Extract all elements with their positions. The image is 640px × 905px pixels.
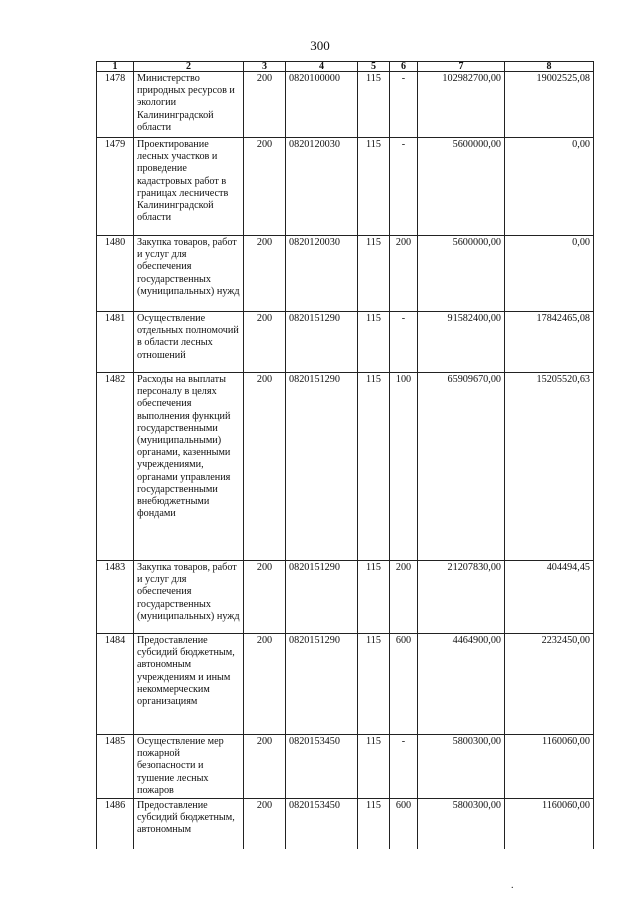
column-header: 6 (390, 62, 418, 72)
expense-name: Осуществление отдельных полномочий в области лесных отношений (134, 312, 244, 373)
column-header: 1 (97, 62, 134, 72)
column-5-value: 115 (358, 373, 390, 561)
amount-executed: 0,00 (505, 236, 594, 312)
expense-name: Министерство природных ресурсов и экологии Калининградской области (134, 72, 244, 138)
expense-name: Закупка товаров, работ и услуг для обеспечения государственных (муниципальных) нужд (134, 561, 244, 634)
amount-planned: 102982700,00 (418, 72, 505, 138)
expense-name: Проектирование лесных участков и проведение кадастровых работ в границах лесничеств Калининградской области (134, 138, 244, 236)
page-number: 300 (310, 38, 330, 53)
amount-executed: 1160060,00 (505, 799, 594, 849)
row-number: 1481 (97, 312, 134, 373)
row-number: 1485 (97, 735, 134, 799)
row-number: 1478 (97, 72, 134, 138)
column-header: 4 (286, 62, 358, 72)
expense-type: 600 (390, 634, 418, 735)
column-5-value: 115 (358, 634, 390, 735)
table-row (97, 236, 594, 312)
target-code: 0820120030 (286, 236, 358, 312)
row-number: 1482 (97, 373, 134, 561)
expense-type: 200 (390, 561, 418, 634)
column-5-value: 115 (358, 138, 390, 236)
table-row (97, 561, 594, 634)
column-header: 3 (244, 62, 286, 72)
row-number: 1479 (97, 138, 134, 236)
row-number: 1480 (97, 236, 134, 312)
expense-type: - (390, 72, 418, 138)
amount-executed: 0,00 (505, 138, 594, 236)
amount-planned: 4464900,00 (418, 634, 505, 735)
expense-type: 200 (390, 236, 418, 312)
column-3-value: 200 (244, 312, 286, 373)
row-number: 1483 (97, 561, 134, 634)
expense-name: Предоставление субсидий бюджетным, автономным (134, 799, 244, 849)
column-3-value: 200 (244, 634, 286, 735)
column-5-value: 115 (358, 735, 390, 799)
column-3-value: 200 (244, 138, 286, 236)
target-code: 0820120030 (286, 138, 358, 236)
budget-table (96, 61, 594, 849)
column-3-value: 200 (244, 799, 286, 849)
expense-name: Закупка товаров, работ и услуг для обеспечения государственных (муниципальных) нужд (134, 236, 244, 312)
column-3-value: 200 (244, 735, 286, 799)
table-row (97, 312, 594, 373)
amount-executed: 404494,45 (505, 561, 594, 634)
table-row (97, 72, 594, 138)
expense-name: Осуществление мер пожарной безопасности и тушение лесных пожаров (134, 735, 244, 799)
column-5-value: 115 (358, 72, 390, 138)
column-5-value: 115 (358, 561, 390, 634)
expense-name: Расходы на выплаты персоналу в целях обеспечения выполнения функций государственными (муниципальными) органами, казенными учреждениями, органами управления государственными внебюджетными фондами (134, 373, 244, 561)
column-5-value: 115 (358, 312, 390, 373)
column-5-value: 115 (358, 799, 390, 849)
table-row (97, 634, 594, 735)
column-3-value: 200 (244, 236, 286, 312)
expense-type: 600 (390, 799, 418, 849)
target-code: 0820151290 (286, 373, 358, 561)
header-row (97, 62, 594, 72)
amount-planned: 65909670,00 (418, 373, 505, 561)
expense-type: - (390, 138, 418, 236)
expense-type: - (390, 312, 418, 373)
amount-executed: 19002525,08 (505, 72, 594, 138)
target-code: 0820153450 (286, 735, 358, 799)
amount-executed: 1160060,00 (505, 735, 594, 799)
expense-type: 100 (390, 373, 418, 561)
target-code: 0820151290 (286, 634, 358, 735)
expense-name: Предоставление субсидий бюджетным, автономным учреждениям и иным некоммерческим организациям (134, 634, 244, 735)
amount-planned: 5600000,00 (418, 236, 505, 312)
amount-planned: 91582400,00 (418, 312, 505, 373)
amount-executed: 2232450,00 (505, 634, 594, 735)
row-number: 1484 (97, 634, 134, 735)
table-row (97, 799, 594, 849)
column-5-value: 115 (358, 236, 390, 312)
column-3-value: 200 (244, 373, 286, 561)
stray-mark: . (511, 880, 514, 891)
amount-planned: 5800300,00 (418, 735, 505, 799)
column-3-value: 200 (244, 72, 286, 138)
target-code: 0820100000 (286, 72, 358, 138)
column-header: 8 (505, 62, 594, 72)
table-row (97, 373, 594, 561)
row-number: 1486 (97, 799, 134, 849)
table-row (97, 138, 594, 236)
table-row (97, 735, 594, 799)
amount-planned: 21207830,00 (418, 561, 505, 634)
amount-planned: 5600000,00 (418, 138, 505, 236)
amount-executed: 17842465,08 (505, 312, 594, 373)
amount-executed: 15205520,63 (505, 373, 594, 561)
expense-type: - (390, 735, 418, 799)
amount-planned: 5800300,00 (418, 799, 505, 849)
column-header: 5 (358, 62, 390, 72)
target-code: 0820153450 (286, 799, 358, 849)
column-3-value: 200 (244, 561, 286, 634)
target-code: 0820151290 (286, 312, 358, 373)
column-header: 2 (134, 62, 244, 72)
column-header: 7 (418, 62, 505, 72)
target-code: 0820151290 (286, 561, 358, 634)
